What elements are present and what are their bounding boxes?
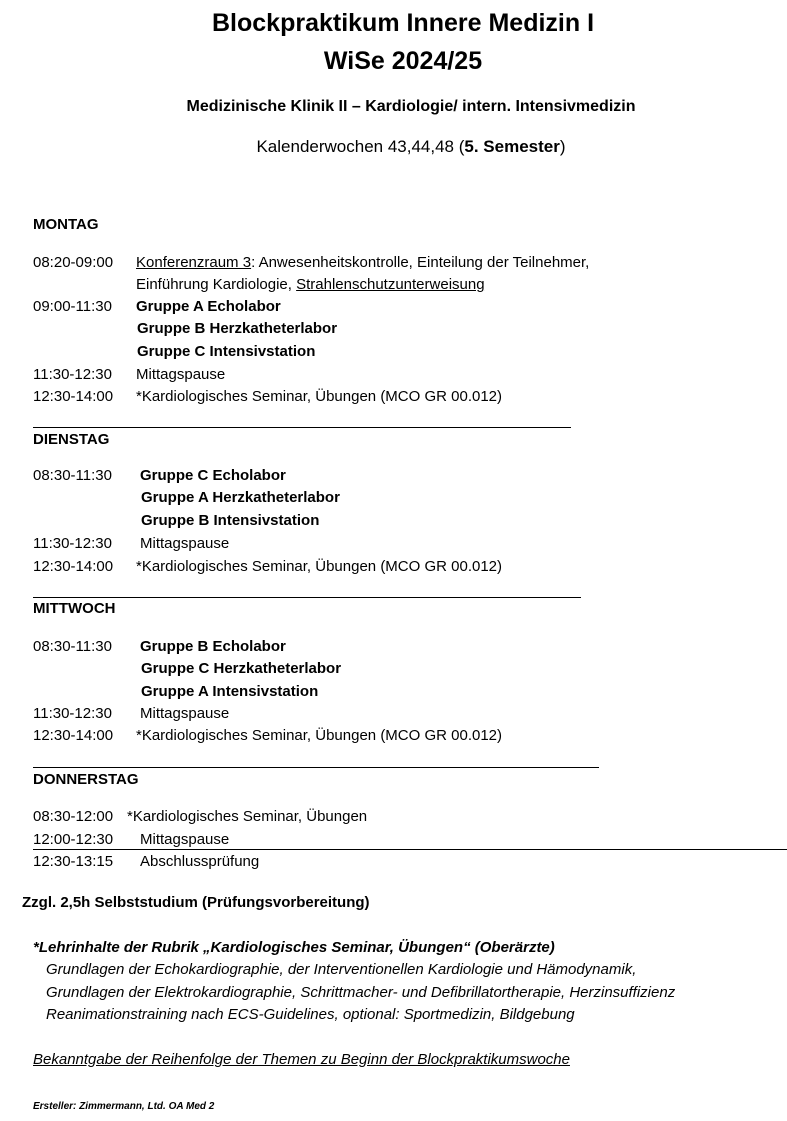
time-slot: 12:30-14:00 — [33, 727, 114, 744]
divider — [33, 767, 599, 768]
time-slot: 08:30-11:30 — [33, 467, 112, 484]
seminar-entry: *Kardiologisches Seminar, Übungen (MCO GR 00.012) — [136, 388, 503, 405]
time-slot: 12:00-12:30 — [33, 831, 114, 848]
calendar-weeks — [0, 137, 787, 157]
time-slot: 12:30-13:15 — [33, 853, 114, 870]
group-assignment: Gruppe A Herzkatheterlabor — [141, 489, 340, 506]
final-exam: Abschlussprüfung — [140, 853, 260, 870]
self-study-note: Zzgl. 2,5h Selbststudium (Prüfungsvorbereitung) — [22, 894, 370, 911]
seminar-entry: *Kardiologisches Seminar, Übungen (MCO GR 00.012) — [136, 727, 503, 744]
time-slot: 08:20-09:00 — [33, 254, 114, 271]
radiation-safety-link[interactable]: Strahlenschutzunterweisung — [296, 276, 485, 293]
time-slot: 08:30-11:30 — [33, 638, 112, 655]
group-assignment: Gruppe C Herzkatheterlabor — [141, 660, 342, 677]
announcement-note: Bekanntgabe der Reihenfolge der Themen zu Beginn der Blockpraktikumswoche — [33, 1051, 570, 1068]
divider — [33, 427, 571, 428]
day-heading-wednesday: MITTWOCH — [33, 600, 116, 617]
group-assignment: Gruppe B Echolabor — [140, 638, 286, 655]
room-link[interactable]: Konferenzraum 3 — [136, 254, 252, 271]
footnote-line: Reanimationstraining nach ECS-Guidelines, optional: Sportmedizin, Bildgebung — [46, 1006, 575, 1023]
lunch-break: Mittagspause — [136, 366, 226, 383]
schedule-entry — [136, 254, 589, 271]
lunch-break: Mittagspause — [140, 705, 230, 722]
group-assignment: Gruppe C Echolabor — [140, 467, 286, 484]
time-slot: 12:30-14:00 — [33, 558, 114, 575]
time-slot: 12:30-14:00 — [33, 388, 114, 405]
group-assignment: Gruppe B Intensivstation — [141, 512, 320, 529]
group-assignment: Gruppe A Intensivstation — [141, 683, 319, 700]
calendar-suffix: ) — [559, 137, 566, 156]
divider — [33, 597, 581, 598]
entry-text: Einführung Kardiologie, — [136, 276, 297, 293]
time-slot: 11:30-12:30 — [33, 535, 112, 552]
calendar-semester: 5. Semester — [464, 137, 560, 156]
footnote-line: Grundlagen der Echokardiographie, der Interventionellen Kardiologie und Hämodynamik, — [46, 961, 637, 978]
lunch-break: Mittagspause — [140, 535, 230, 552]
lunch-break: Mittagspause — [140, 831, 230, 848]
time-slot: 11:30-12:30 — [33, 705, 112, 722]
group-assignment: Gruppe A Echolabor — [136, 298, 281, 315]
group-assignment: Gruppe B Herzkatheterlabor — [137, 320, 338, 337]
time-slot: 11:30-12:30 — [33, 366, 112, 383]
day-heading-tuesday: DIENSTAG — [33, 431, 110, 448]
author-credit: Ersteller: Zimmermann, Ltd. OA Med 2 — [33, 1101, 215, 1112]
seminar-entry: *Kardiologisches Seminar, Übungen (MCO GR 00.012) — [136, 558, 503, 575]
schedule-entry-continued — [136, 276, 485, 293]
department-heading: Medizinische Klinik II – Kardiologie/ intern. Intensivmedizin — [186, 98, 636, 115]
title-line-2: WiSe 2024/25 — [323, 47, 483, 75]
day-heading-monday: MONTAG — [33, 216, 99, 233]
entry-text: : Anwesenheitskontrolle, Einteilung der Teilnehmer, — [251, 254, 590, 271]
title-line-1: Blockpraktikum Innere Medizin I — [211, 9, 595, 37]
time-slot: 09:00-11:30 — [33, 298, 112, 315]
footnote-heading: *Lehrinhalte der Rubrik „Kardiologisches Seminar, Übungen“ (Oberärzte) — [33, 939, 555, 956]
group-assignment: Gruppe C Intensivstation — [137, 343, 316, 360]
time-slot: 08:30-12:00 — [33, 808, 114, 825]
day-heading-thursday: DONNERSTAG — [33, 771, 139, 788]
seminar-entry: *Kardiologisches Seminar, Übungen — [127, 808, 368, 825]
footnote-line: Grundlagen der Elektrokardiographie, Schrittmacher- und Defibrillatortherapie, Herzinsuffizienz — [46, 984, 676, 1001]
divider — [33, 849, 787, 850]
calendar-prefix: Kalenderwochen 43,44,48 ( — [256, 137, 465, 156]
